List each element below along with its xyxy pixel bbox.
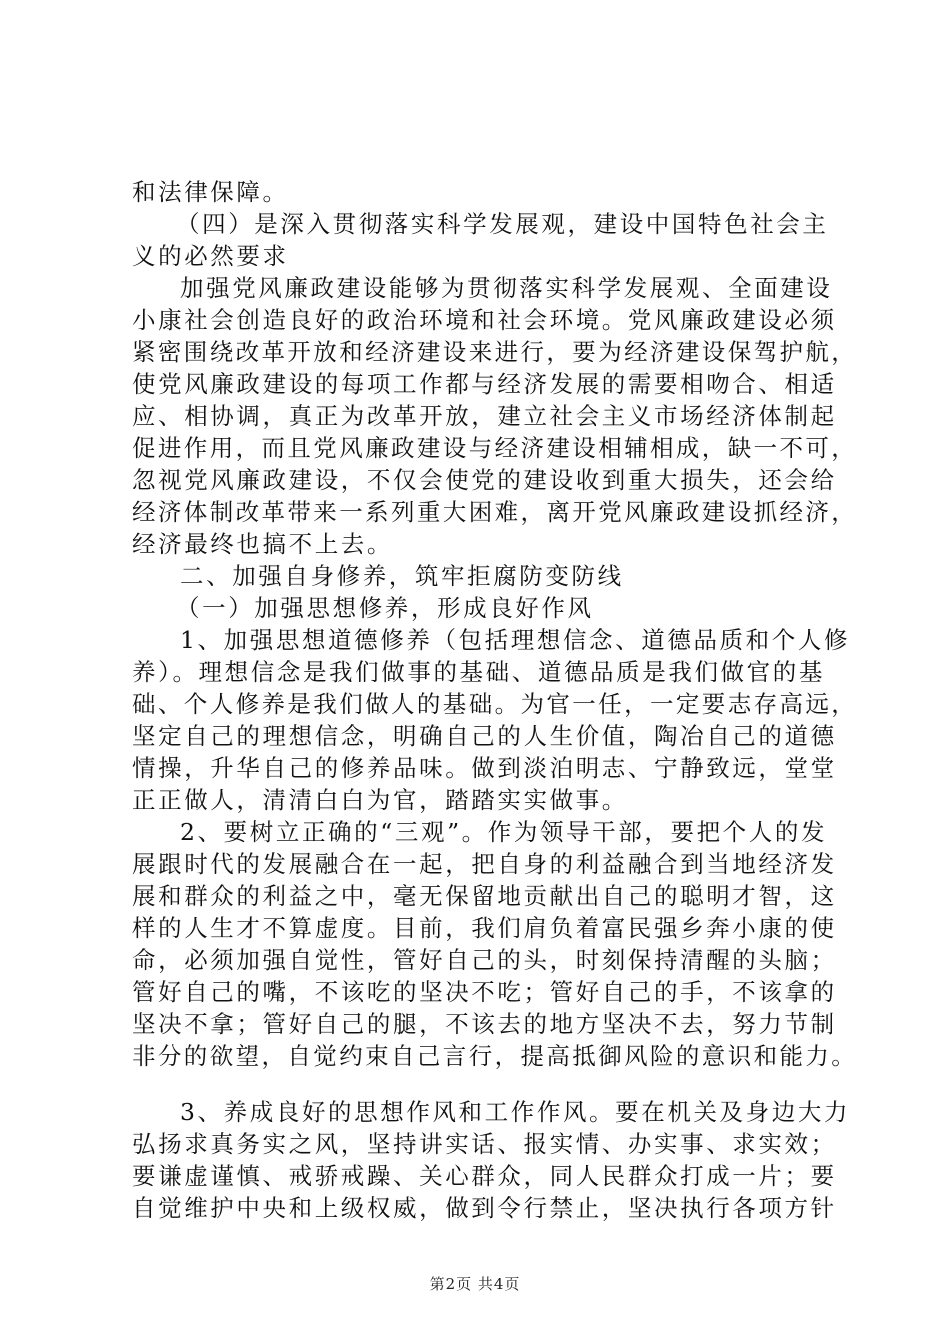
paragraph-first-line: 3、养成良好的思想作风和工作作风。要在机关及身边大力 <box>180 1098 851 1126</box>
text-line: 促进作用，而且党风廉政建设与经济建设相辅相成，缺一不可， <box>132 434 858 462</box>
text-line: 命，必须加强自觉性，管好自己的头，时刻保持清醒的头脑； <box>132 946 837 974</box>
text-line: 经济体制改革带来一系列重大困难，离开党风廉政建设抓经济， <box>132 498 858 526</box>
text-line: 坚定自己的理想信念，明确自己的人生价值，陶冶自己的道德 <box>132 722 837 750</box>
text-line: 础、个人修养是我们做人的基础。为官一任，一定要志存高远， <box>132 690 858 718</box>
subsection-heading: （一）加强思想修养，形成良好作风 <box>176 594 594 622</box>
section-heading: （四）是深入贯彻落实科学发展观，建设中国特色社会主 <box>176 210 829 238</box>
text-line: 正正做人，清清白白为官，踏踏实实做事。 <box>132 786 628 814</box>
text-line: 使党风廉政建设的每项工作都与经济发展的需要相吻合、相适 <box>132 370 837 398</box>
text-line: 要谦虚谨慎、戒骄戒躁、关心群众，同人民群众打成一片；要 <box>132 1162 837 1190</box>
text-line: 忽视党风廉政建设，不仅会使党的建设收到重大损失，还会给 <box>132 466 837 494</box>
text-line: 展跟时代的发展融合在一起，把自身的利益融合到当地经济发 <box>132 850 837 878</box>
text-line: 坚决不拿；管好自己的腿，不该去的地方坚决不去，努力节制 <box>132 1010 837 1038</box>
text-line: 情操，升华自己的修养品味。做到淡泊明志、宁静致远，堂堂 <box>132 754 837 782</box>
text-line: 应、相协调，真正为改革开放，建立社会主义市场经济体制起 <box>132 402 837 430</box>
text-line: 和法律保障。 <box>132 178 289 206</box>
text-line: 养）。理想信念是我们做事的基础、道德品质是我们做官的基 <box>132 658 825 686</box>
section-heading: 二、加强自身修养，筑牢拒腐防变防线 <box>180 562 624 590</box>
page-number-footer: 第2页 共4页 <box>429 1275 521 1293</box>
text-line: 管好自己的嘴，不该吃的坚决不吃；管好自己的手，不该拿的 <box>132 978 837 1006</box>
text-line: 弘扬求真务实之风，坚持讲实话、报实情、办实事、求实效； <box>132 1130 837 1158</box>
text-line: 自觉维护中央和上级权威，做到令行禁止，坚决执行各项方针 <box>132 1194 837 1222</box>
section-heading-continued: 义的必然要求 <box>132 242 289 270</box>
paragraph-first-line: 加强党风廉政建设能够为贯彻落实科学发展观、全面建设 <box>180 274 833 302</box>
text-line: 小康社会创造良好的政治环境和社会环境。党风廉政建设必须 <box>132 306 837 334</box>
text-line: 经济最终也搞不上去。 <box>132 530 393 558</box>
text-line: 非分的欲望，自觉约束自己言行，提高抵御风险的意识和能力。 <box>132 1042 858 1070</box>
text-line: 紧密围绕改革开放和经济建设来进行，要为经济建设保驾护航， <box>132 338 858 366</box>
text-line: 展和群众的利益之中，毫无保留地贡献出自己的聪明才智，这 <box>132 882 837 910</box>
paragraph-first-line: 2、要树立正确的“三观”。作为领导干部，要把个人的发 <box>180 818 828 846</box>
paragraph-first-line: 1、加强思想道德修养（包括理想信念、道德品质和个人修 <box>180 626 851 654</box>
text-line: 样的人生才不算虚度。目前，我们肩负着富民强乡奔小康的使 <box>132 914 837 942</box>
